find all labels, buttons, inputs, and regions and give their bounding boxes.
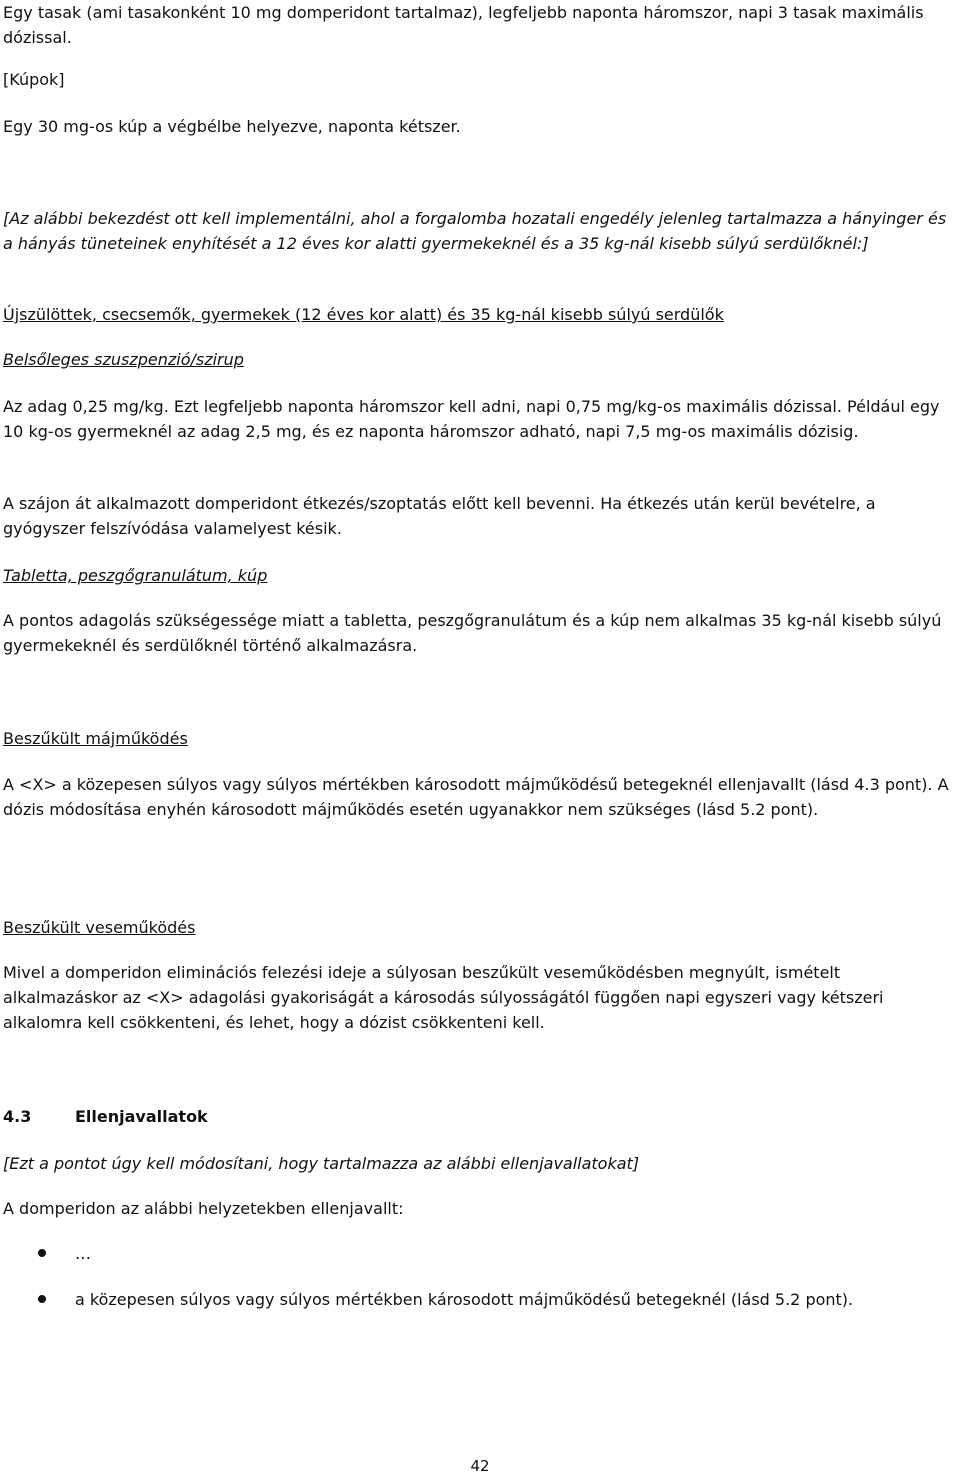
bullet-dot [38,1249,46,1257]
section-number: 4.3 [3,1107,32,1126]
paragraph-child-dose: Az adag 0,25 mg/kg. Ezt legfeljebb naponta háromszor kell adni, napi 0,75 mg/kg-os maximális dózissal. Például egy 10 kg-os gyermeknél az adag 2,5 mg, és ez naponta háromszor adható, napi 7,5 mg-os maximális dózisig. [3,397,940,441]
list-item: a közepesen súlyos vagy súlyos mértékben károsodott májműködésű betegeknél (lásd 5.2 pont). [75,1290,854,1309]
list-item: … [75,1244,91,1263]
paragraph-hepatic: A <X> a közepesen súlyos vagy súlyos mértékben károsodott májműködésű betegeknél ellenjavallt (lásd 4.3 pont). A dózis módosítása enyhén károsodott májműködés esetén ugyanakkor nem szükséges (lásd 5.2 pont). [3,775,949,819]
paragraph-implementation-note: [Az alábbi bekezdést ott kell implementálni, ahol a forgalomba hozatali engedély jelenleg tartalmazza a hányinger és a hányás tüneteinek enyhítését a 12 éves kor alatti gyermekeknél és a 35 kg-nál kisebb súlyú serdülőknél:] [3,209,947,253]
bullet-dot [38,1295,46,1303]
page-number: 42 [470,1457,490,1475]
heading-renal-impairment: Beszűkült veseműködés [3,918,196,937]
paragraph-renal: Mivel a domperidon eliminációs felezési ideje a súlyosan beszűkült veseműködésben megnyúlt, ismételt alkalmazáskor az <X> adagolási gyakoriságát a károsodás súlyosságától függően napi egyszeri vagy kétszeri alkalomra kell csökkenteni, és lehet, hogy a dózist csökkenteni kell. [3,963,884,1032]
paragraph-contraindication-note: [Ezt a pontot úgy kell módosítani, hogy tartalmazza az alábbi ellenjavallatokat] [3,1154,640,1173]
paragraph-suppositories-label: [Kúpok] [3,70,65,89]
section-title: Ellenjavallatok [75,1107,208,1126]
paragraph-tablet-unsuitable: A pontos adagolás szükségessége miatt a tabletta, peszgőgranulátum és a kúp nem alkalmas 35 kg-nál kisebb súlyú gyermekeknél és serdülőknél történő alkalmazásra. [3,611,942,655]
heading-tablet-granules: Tabletta, peszgőgranulátum, kúp [3,566,268,585]
paragraph-oral-intake: A szájon át alkalmazott domperidont étkezés/szoptatás előtt kell bevenni. Ha étkezés után kerül bevételre, a gyógyszer felszívódása valamelyest késik. [3,494,876,538]
paragraph-suppository-dose: Egy 30 mg-os kúp a végbélbe helyezve, naponta kétszer. [3,117,461,136]
heading-newborns-children: Újszülöttek, csecsemők, gyermekek (12 éves kor alatt) és 35 kg-nál kisebb súlyú serdülők [3,305,724,324]
paragraph-contraindications-intro: A domperidon az alábbi helyzetekben ellenjavallt: [3,1199,404,1218]
heading-hepatic-impairment: Beszűkült májműködés [3,729,188,748]
heading-oral-suspension: Belsőleges szuszpenzió/szirup [3,350,244,369]
paragraph-sachet-dose: Egy tasak (ami tasakonként 10 mg domperidont tartalmaz), legfeljebb naponta háromszor, napi 3 tasak maximális dózissal. [3,3,924,47]
